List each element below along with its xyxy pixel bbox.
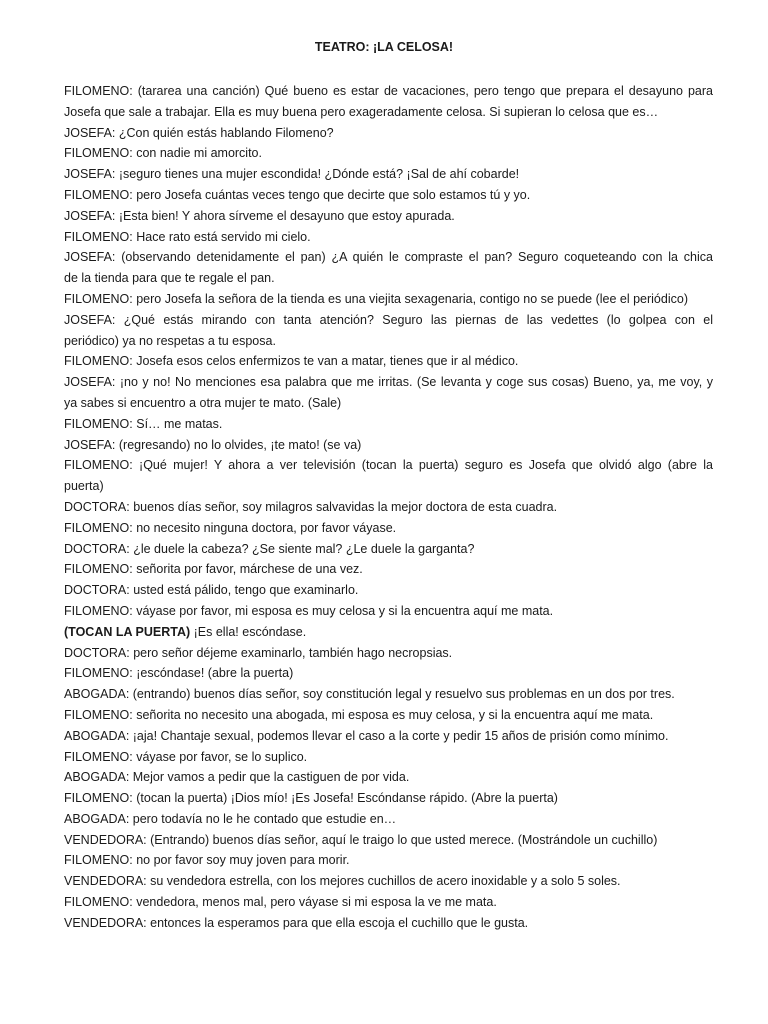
script-line (64, 580, 713, 601)
line-text: FILOMENO: no por favor soy muy joven para morir. (64, 853, 350, 868)
script-line (64, 372, 713, 393)
line-text: ABOGADA: ¡aja! Chantaje sexual, podemos llevar el caso a la corte y pedir 15 años de prisión como mínimo. (64, 728, 669, 743)
script-line (64, 809, 713, 830)
line-text: ya sabes si encuentro a otra mujer te mato. (Sale) (64, 395, 342, 410)
script-line (64, 414, 713, 435)
line-text: puerta) (64, 479, 104, 494)
line-text: de la tienda para que te regale el pan. (64, 271, 275, 286)
script-line (64, 850, 713, 871)
script-line (64, 643, 713, 664)
line-text: DOCTORA: buenos días señor, soy milagros salvavidas la mejor doctora de esta cuadra. (64, 499, 558, 514)
script-line (64, 559, 713, 580)
line-text: JOSEFA: (observando detenidamente el pan) ¿A quién le compraste el pan? Seguro coqueteando con la chica (64, 250, 713, 265)
line-text: ABOGADA: (entrando) buenos días señor, soy constitución legal y resuelvo sus problemas en un dos por tres. (64, 687, 675, 702)
line-text: FILOMENO: ¡Qué mujer! Y ahora a ver televisión (tocan la puerta) seguro es Josefa que olvidó algo (abre la (64, 458, 713, 473)
line-text: FILOMENO: ¡escóndase! (abre la puerta) (64, 666, 294, 681)
line-text: VENDEDORA: entonces la esperamos para que ella escoja el cuchillo que le gusta. (64, 915, 529, 930)
line-text: FILOMENO: Sí… me matas. (64, 416, 223, 431)
script-line (64, 247, 713, 268)
script-line (64, 622, 713, 643)
script-line (64, 892, 713, 913)
script-line (64, 351, 713, 372)
line-text: FILOMENO: (tocan la puerta) ¡Dios mío! ¡Es Josefa! Escóndanse rápido. (Abre la puerta) (64, 791, 558, 806)
script-line (64, 788, 713, 809)
script-line (64, 871, 713, 892)
line-text: FILOMENO: váyase por favor, mi esposa es muy celosa y si la encuentra aquí me mata. (64, 603, 554, 618)
script-line (64, 476, 713, 497)
script-line (64, 310, 713, 331)
script-line (64, 705, 713, 726)
script-line (64, 767, 713, 788)
script-line (64, 601, 713, 622)
script-line (64, 435, 713, 456)
line-text: ABOGADA: Mejor vamos a pedir que la castiguen de por vida. (64, 770, 410, 785)
line-text: FILOMENO: Hace rato está servido mi cielo. (64, 229, 311, 244)
line-text: FILOMENO: con nadie mi amorcito. (64, 146, 262, 161)
line-text: FILOMENO: Josefa esos celos enfermizos te van a matar, tienes que ir al médico. (64, 354, 519, 369)
line-text: VENDEDORA: (Entrando) buenos días señor, aquí le traigo lo que usted merece. (Mostrándole un cuchillo) (64, 832, 658, 847)
script-line (64, 81, 713, 102)
line-text: FILOMENO: señorita no necesito una abogada, mi esposa es muy celosa, y si la encuentra aquí me mata. (64, 707, 654, 722)
line-text: FILOMENO: vendedora, menos mal, pero váyase si mi esposa la ve me mata. (64, 895, 497, 910)
stage-direction-bold: (TOCAN LA PUERTA) (64, 624, 191, 639)
script-line (64, 747, 713, 768)
line-text: periódico) ya no respetas a tu esposa. (64, 333, 276, 348)
line-text: FILOMENO: pero Josefa cuántas veces tengo que decirte que solo estamos tú y yo. (64, 187, 531, 202)
line-text: JOSEFA: (regresando) no lo olvides, ¡te mato! (se va) (64, 437, 362, 452)
script-line (64, 289, 713, 310)
line-text: Josefa que sale a trabajar. Ella es muy buena pero exageradamente celosa. Si supieran lo celosa que es… (64, 104, 659, 119)
script-line (64, 684, 713, 705)
line-text: FILOMENO: señorita por favor, márchese de una vez. (64, 562, 363, 577)
script-line (64, 393, 713, 414)
script-line (64, 726, 713, 747)
script-line (64, 331, 713, 352)
line-text: FILOMENO: váyase por favor, se lo suplico. (64, 749, 308, 764)
line-text: JOSEFA: ¿Con quién estás hablando Filomeno? (64, 125, 334, 140)
script-line (64, 102, 713, 123)
line-text: JOSEFA: ¡seguro tienes una mujer escondida! ¿Dónde está? ¡Sal de ahí cobarde! (64, 167, 520, 182)
line-text: DOCTORA: usted está pálido, tengo que examinarlo. (64, 583, 359, 598)
script-line (64, 123, 713, 144)
script-line (64, 497, 713, 518)
line-text: DOCTORA: pero señor déjeme examinarlo, también hago necropsias. (64, 645, 453, 660)
script-line (64, 164, 713, 185)
script-line (64, 455, 713, 476)
line-text: JOSEFA: ¡Esta bien! Y ahora sírveme el desayuno que estoy apurada. (64, 208, 455, 223)
script-line (64, 663, 713, 684)
script-line (64, 268, 713, 289)
script-line (64, 143, 713, 164)
page-title: TEATRO: ¡LA CELOSA! (314, 40, 454, 54)
script-line (64, 830, 713, 851)
line-text: ABOGADA: pero todavía no le he contado que estudie en… (64, 811, 397, 826)
line-text: DOCTORA: ¿le duele la cabeza? ¿Se siente mal? ¿Le duele la garganta? (64, 541, 475, 556)
line-text: FILOMENO: no necesito ninguna doctora, por favor váyase. (64, 520, 397, 535)
line-text: FILOMENO: pero Josefa la señora de la tienda es una viejita sexagenaria, contigo no se puede (lee el periódico) (64, 291, 688, 306)
script-line (64, 206, 713, 227)
line-text: JOSEFA: ¿Qué estás mirando con tanta atención? Seguro las piernas de las vedettes (lo golpea con el (64, 312, 713, 327)
line-text: JOSEFA: ¡no y no! No menciones esa palabra que me irritas. (Se levanta y coge sus cosas) Bueno, ya, me voy, y (64, 375, 713, 390)
line-text: ¡Es ella! escóndase. (190, 624, 307, 639)
script-line (64, 518, 713, 539)
script-line (64, 913, 713, 934)
script-line (64, 539, 713, 560)
script-line (64, 185, 713, 206)
script-body (64, 81, 713, 934)
line-text: FILOMENO: (tararea una canción) Qué bueno es estar de vacaciones, pero tengo que prepara el desayuno para (64, 84, 713, 98)
line-text: VENDEDORA: su vendedora estrella, con los mejores cuchillos de acero inoxidable y a solo 5 soles. (64, 874, 621, 889)
script-line (64, 227, 713, 248)
